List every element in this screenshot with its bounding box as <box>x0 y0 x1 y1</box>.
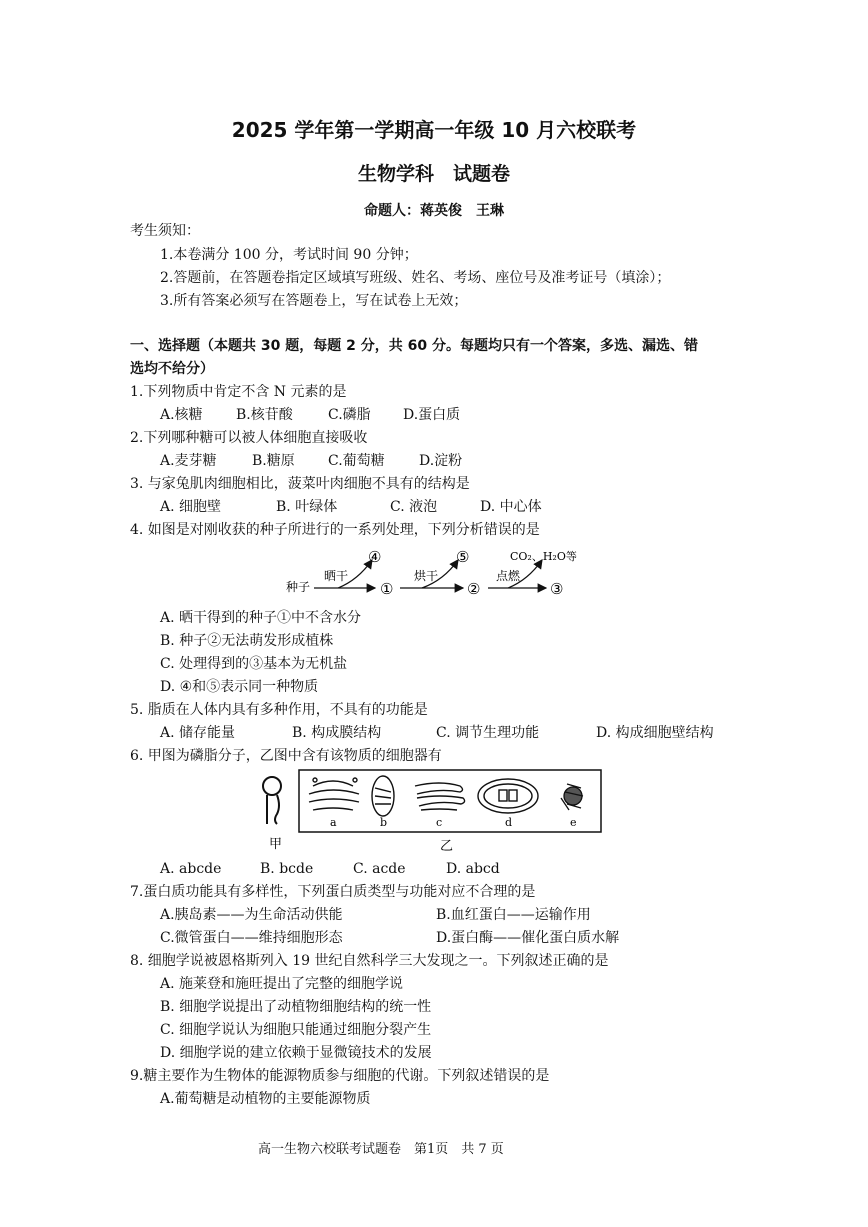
q4-option-d: D. ④和⑤表示同一种物质 <box>160 679 319 695</box>
seed-processing-diagram <box>280 546 600 606</box>
q6-option-d: D. abcd <box>446 861 500 877</box>
author-line: 命题人：蒋英俊 王琳 <box>364 203 504 219</box>
q8-option-c: C. 细胞学说认为细胞只能通过细胞分裂产生 <box>160 1022 432 1038</box>
fig-yi-label: 乙 <box>440 839 454 854</box>
q4-option-c: C. 处理得到的③基本为无机盐 <box>160 656 348 672</box>
q6-stem: 6. 甲图为磷脂分子，乙图中含有该物质的细胞器有 <box>130 748 442 764</box>
diagram-node-5: ⑤ <box>456 548 470 566</box>
notice-item-2: 2.答题前，在答题卷指定区域填写班级、姓名、考场、座位号及准考证号（填涂）； <box>160 270 671 286</box>
notice-item-3: 3.所有答案必须写在答题卷上，写在试卷上无效； <box>160 293 468 309</box>
page-footer: 高一生物六校联考试题卷 第1页 共 7 页 <box>258 1142 504 1157</box>
fig-label-b: b <box>380 816 388 829</box>
q7-option-d: D.蛋白酶——催化蛋白质水解 <box>436 930 620 946</box>
diagram-node-2: ② <box>467 580 481 598</box>
q3-stem: 3. 与家兔肌肉细胞相比，菠菜叶肉细胞不具有的结构是 <box>130 476 470 492</box>
fig-label-d: d <box>505 816 513 829</box>
section-heading-cont: 选均不给分） <box>130 361 214 377</box>
q6-option-b: B. bcde <box>260 861 314 877</box>
notice-item-1: 1.本卷满分 100 分，考试时间 90 分钟； <box>160 247 418 263</box>
diagram-node-1: ① <box>380 580 394 598</box>
q5-option-c: C. 调节生理功能 <box>436 725 540 741</box>
section-heading: 一、选择题（本题共 30 题，每题 2 分，共 60 分。每题均只有一个答案，多选、漏选、错 <box>130 338 698 354</box>
page-subtitle: 生物学科 试题卷 <box>357 163 510 185</box>
notice-heading: 考生须知： <box>130 223 200 239</box>
q1-option-b: B.核苷酸 <box>236 407 293 423</box>
diagram-step1-label: 晒干 <box>324 569 349 583</box>
q4-option-b: B. 种子②无法萌发形成植株 <box>160 633 334 649</box>
fig-jia-label: 甲 <box>269 837 283 852</box>
q8-stem: 8. 细胞学说被恩格斯列入 19 世纪自然科学三大发现之一。下列叙述正确的是 <box>130 953 609 969</box>
q2-option-d: D.淀粉 <box>419 453 463 469</box>
q2-option-c: C.葡萄糖 <box>328 453 385 469</box>
q5-stem: 5. 脂质在人体内具有多种作用，不具有的功能是 <box>130 702 428 718</box>
organelle-figure <box>255 766 615 856</box>
q3-option-d: D. 中心体 <box>480 499 542 515</box>
diagram-products-label: CO₂、H₂O等 <box>510 550 577 563</box>
golgi-icon <box>309 778 359 810</box>
mitochondrion-icon <box>372 776 394 816</box>
q1-stem: 1.下列物质中肯定不含 N 元素的是 <box>130 384 347 400</box>
diagram-node-3: ③ <box>550 580 564 598</box>
chloroplast-icon <box>478 779 538 813</box>
q1-option-a: A.核糖 <box>160 407 203 423</box>
q9-stem: 9.糖主要作为生物体的能源物质参与细胞的代谢。下列叙述错误的是 <box>130 1068 550 1084</box>
q9-option-a: A.葡萄糖是动植物的主要能源物质 <box>160 1091 371 1107</box>
q8-option-d: D. 细胞学说的建立依赖于显微镜技术的发展 <box>160 1045 432 1061</box>
q5-option-d: D. 构成细胞壁结构 <box>596 725 714 741</box>
fig-label-c: c <box>436 816 443 829</box>
q5-option-a: A. 储存能量 <box>160 725 236 741</box>
phospholipid-icon <box>263 777 281 824</box>
q8-option-a: A. 施莱登和施旺提出了完整的细胞学说 <box>160 976 404 992</box>
diagram-seed-label: 种子 <box>286 580 311 594</box>
q6-option-c: C. acde <box>353 861 406 877</box>
diagram-node-4: ④ <box>368 548 382 566</box>
q4-option-a: A. 晒干得到的种子①中不含水分 <box>160 610 362 626</box>
q8-option-b: B. 细胞学说提出了动植物细胞结构的统一性 <box>160 999 432 1015</box>
q6-option-a: A. abcde <box>160 861 222 877</box>
q7-option-a: A.胰岛素——为生命活动供能 <box>160 907 343 923</box>
q2-option-b: B.糖原 <box>252 453 295 469</box>
q3-option-b: B. 叶绿体 <box>276 499 338 515</box>
q7-stem: 7.蛋白质功能具有多样性，下列蛋白质类型与功能对应不合理的是 <box>130 884 536 900</box>
q1-option-c: C.磷脂 <box>328 407 371 423</box>
q7-option-b: B.血红蛋白——运输作用 <box>436 907 591 923</box>
figure-yi-box <box>299 770 601 832</box>
diagram-step2-label: 烘干 <box>414 569 439 583</box>
q4-stem: 4. 如图是对刚收获的种子所进行的一系列处理，下列分析错误的是 <box>130 522 540 538</box>
diagram-step3-label: 点燃 <box>496 569 521 583</box>
q7-option-c: C.微管蛋白——维持细胞形态 <box>160 930 343 946</box>
q2-stem: 2.下列哪种糖可以被人体细胞直接吸收 <box>130 430 368 446</box>
centriole-icon <box>561 784 583 810</box>
page-title: 2025 学年第一学期高一年级 10 月六校联考 <box>231 118 637 142</box>
endoplasmic-reticulum-icon <box>415 783 465 810</box>
q3-option-c: C. 液泡 <box>390 499 438 515</box>
q2-option-a: A.麦芽糖 <box>160 453 217 469</box>
q3-option-a: A. 细胞壁 <box>160 499 222 515</box>
q1-option-d: D.蛋白质 <box>403 407 461 423</box>
fig-label-e: e <box>570 816 577 829</box>
fig-label-a: a <box>330 816 337 829</box>
q5-option-b: B. 构成膜结构 <box>292 725 382 741</box>
